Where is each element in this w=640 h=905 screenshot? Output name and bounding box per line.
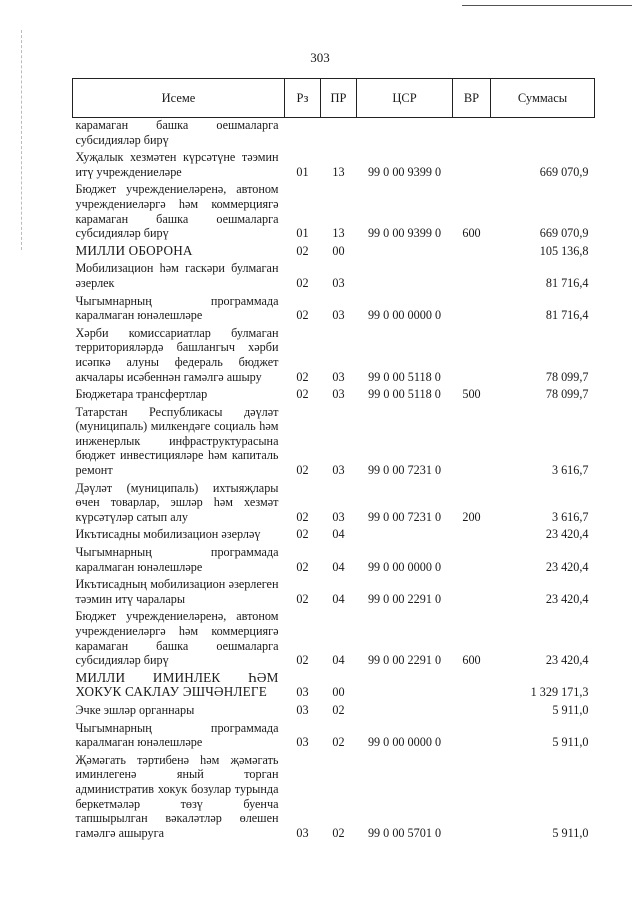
cell-sum: 78 099,7 bbox=[545, 387, 589, 402]
cell-rz bbox=[285, 118, 321, 150]
table-row bbox=[73, 181, 595, 242]
cell-csr: 99 0 00 5118 0 bbox=[368, 387, 441, 402]
cell-csr: 99 0 00 5118 0 bbox=[368, 369, 441, 384]
cell-vr: 600 bbox=[462, 653, 481, 668]
cell-rz: 02 bbox=[296, 559, 309, 574]
budget-table bbox=[72, 78, 595, 842]
cell-name: Бюджет учреждениеләренә, автоном учреждениеләргә һәм коммерциягә карамаган башка оешмаларга субсидияләр бирү bbox=[75, 609, 279, 668]
cell-csr: 99 0 00 7231 0 bbox=[367, 463, 442, 478]
cell-pr: 13 bbox=[332, 164, 345, 179]
cell-sum: 3 616,7 bbox=[551, 509, 589, 524]
cell-csr bbox=[357, 118, 453, 150]
cell-pr: 03 bbox=[332, 369, 345, 384]
cell-sum: 5 911,0 bbox=[552, 735, 589, 750]
cell-csr bbox=[357, 670, 453, 702]
cell-vr bbox=[453, 526, 491, 544]
table-row bbox=[73, 118, 595, 150]
column-header-vr: ВР bbox=[453, 79, 491, 118]
cell-name: Мобилизацион һәм гаскәри булмаган әзерлек bbox=[75, 261, 279, 290]
cell-pr: 03 bbox=[332, 509, 345, 524]
cell-pr: 04 bbox=[332, 527, 345, 542]
cell-sum: 23 420,4 bbox=[545, 527, 589, 542]
cell-vr: 600 bbox=[462, 226, 481, 241]
cell-vr bbox=[453, 752, 491, 843]
cell-vr bbox=[453, 576, 491, 608]
table-row bbox=[73, 293, 595, 325]
column-header-rz: Рз bbox=[285, 79, 321, 118]
cell-csr bbox=[357, 526, 453, 544]
cell-pr: 02 bbox=[332, 825, 345, 840]
cell-rz: 02 bbox=[296, 509, 309, 524]
cell-name: Чыгымнарның программада каралмаган юнәлешләре bbox=[75, 720, 279, 750]
cell-rz: 02 bbox=[296, 591, 309, 606]
cell-csr: 99 0 00 0000 0 bbox=[367, 308, 442, 323]
cell-sum: 23 420,4 bbox=[545, 591, 589, 606]
cell-name: Хуҗалык хезмәтен күрсәтүне тәэмин итү учреждениеләре bbox=[75, 150, 279, 179]
cell-csr: 99 0 00 2291 0 bbox=[367, 591, 442, 606]
cell-csr: 99 0 00 9399 0 bbox=[367, 226, 442, 241]
cell-pr: 03 bbox=[332, 463, 345, 478]
cell-vr bbox=[453, 293, 491, 325]
cell-name: Чыгымнарның программада каралмаган юнәлешләре bbox=[75, 545, 279, 574]
cell-rz: 02 bbox=[296, 463, 309, 478]
cell-rz: 01 bbox=[296, 164, 309, 179]
cell-name: МИЛЛИ ИМИНЛЕК ҺӘМ ХОКУК САКЛАУ ЭШЧӘНЛЕГЕ bbox=[75, 669, 279, 700]
cell-pr: 04 bbox=[332, 653, 345, 668]
cell-rz: 02 bbox=[296, 527, 309, 542]
cell-csr bbox=[357, 260, 453, 292]
cell-vr bbox=[453, 149, 491, 181]
cell-vr: 200 bbox=[462, 509, 481, 524]
cell-sum: 3 616,7 bbox=[551, 463, 589, 478]
table-row bbox=[73, 544, 595, 576]
cell-name: карамаган башка оешмаларга субсидияләр бирү bbox=[75, 118, 279, 147]
cell-pr: 04 bbox=[332, 559, 345, 574]
cell-sum: 78 099,7 bbox=[545, 369, 589, 384]
table-row bbox=[73, 720, 595, 752]
table-row bbox=[73, 243, 595, 261]
cell-sum: 669 070,9 bbox=[539, 164, 589, 179]
cell-rz: 03 bbox=[296, 825, 309, 840]
cell-name: Дәүләт (муниципаль) ихтыяҗлары өчен товарлар, эшләр һәм хезмәт күрсәтүләр сатып алу bbox=[75, 480, 279, 524]
cell-sum bbox=[491, 118, 595, 150]
column-header-pr: ПР bbox=[321, 79, 357, 118]
table-row bbox=[73, 526, 595, 544]
table-row bbox=[73, 404, 595, 480]
cell-name: Икътисадның мобилизацион әзерлеген тәэмин итү чаралары bbox=[75, 577, 279, 606]
cell-pr: 03 bbox=[332, 308, 345, 323]
cell-rz: 02 bbox=[296, 243, 309, 258]
cell-sum: 81 716,4 bbox=[545, 308, 589, 323]
cell-sum: 23 420,4 bbox=[545, 653, 589, 668]
cell-name: Бюджетара трансфертлар bbox=[75, 387, 208, 402]
cell-sum: 1 329 171,3 bbox=[530, 685, 589, 700]
cell-vr bbox=[453, 544, 491, 576]
table-row bbox=[73, 325, 595, 386]
table-row bbox=[73, 260, 595, 292]
cell-name: Җәмәгать тәртибенә һәм җәмәгать иминлегенә яный торган административ хокук бозулар турында беркетмәләр төзү буенча тапшырылган вәкаләтләр өлешен гамәлгә ашыруга bbox=[75, 752, 279, 840]
cell-csr bbox=[357, 702, 453, 720]
page-number: 303 bbox=[310, 50, 330, 65]
cell-csr: 99 0 00 0000 0 bbox=[367, 559, 442, 574]
cell-vr bbox=[453, 670, 491, 702]
table-header bbox=[73, 79, 595, 118]
cell-name: Эчке эшләр органнары bbox=[75, 702, 195, 717]
table-row bbox=[73, 608, 595, 669]
cell-vr bbox=[453, 260, 491, 292]
table-row bbox=[73, 670, 595, 702]
cell-sum: 23 420,4 bbox=[545, 559, 589, 574]
column-header-name: Исеме bbox=[73, 79, 285, 118]
cell-sum: 105 136,8 bbox=[539, 243, 589, 258]
cell-rz: 02 bbox=[296, 308, 309, 323]
cell-vr bbox=[453, 243, 491, 261]
cell-rz: 02 bbox=[296, 653, 309, 668]
table-body bbox=[73, 118, 595, 843]
table-row bbox=[73, 480, 595, 527]
cell-name: Чыгымнарның программада каралмаган юнәлешләре bbox=[75, 293, 279, 323]
cell-csr: 99 0 00 5701 0 bbox=[367, 825, 442, 840]
cell-pr: 02 bbox=[332, 735, 345, 750]
cell-pr: 00 bbox=[332, 243, 345, 258]
cell-rz: 03 bbox=[296, 685, 309, 700]
cell-vr bbox=[453, 404, 491, 480]
table-row bbox=[73, 702, 595, 720]
cell-name: Бюджет учреждениеләренә, автоном учреждениеләргә һәм коммерциягә карамаган башка оешмаларга субсидияләр бирү bbox=[75, 182, 279, 241]
cell-pr: 03 bbox=[332, 387, 345, 402]
table-row bbox=[73, 576, 595, 608]
cell-vr: 500 bbox=[462, 387, 481, 402]
cell-rz: 02 bbox=[296, 387, 309, 402]
cell-rz: 02 bbox=[296, 275, 309, 290]
cell-csr: 99 0 00 0000 0 bbox=[367, 735, 442, 750]
cell-rz: 03 bbox=[296, 702, 309, 717]
cell-sum: 5 911,0 bbox=[552, 825, 589, 840]
cell-csr bbox=[357, 243, 453, 261]
column-header-csr: ЦСР bbox=[357, 79, 453, 118]
cell-pr: 03 bbox=[332, 275, 345, 290]
cell-vr bbox=[453, 720, 491, 752]
cell-csr: 99 0 00 9399 0 bbox=[367, 164, 442, 179]
cell-sum: 81 716,4 bbox=[545, 275, 589, 290]
cell-pr: 13 bbox=[332, 226, 345, 241]
cell-name: Икътисадны мобилизацион әзерләү bbox=[75, 527, 261, 542]
table-row bbox=[73, 752, 595, 843]
cell-vr bbox=[453, 118, 491, 150]
cell-vr bbox=[453, 702, 491, 720]
cell-pr bbox=[321, 118, 357, 150]
top-rule bbox=[462, 5, 632, 6]
cell-pr: 02 bbox=[332, 702, 345, 717]
cell-sum: 5 911,0 bbox=[552, 702, 589, 717]
cell-name: МИЛЛИ ОБОРОНА bbox=[75, 242, 193, 258]
table-row bbox=[73, 386, 595, 404]
cell-pr: 00 bbox=[332, 685, 345, 700]
cell-sum: 669 070,9 bbox=[539, 226, 589, 241]
cell-csr: 99 0 00 7231 0 bbox=[367, 509, 442, 524]
cell-rz: 02 bbox=[296, 369, 309, 384]
cell-csr: 99 0 00 2291 0 bbox=[367, 653, 442, 668]
cell-name: Хәрби комиссариатлар булмаган территорияләрдә башлангыч хәрби исәпкә алуны федераль бюджет акчалары исәбеннән гамәлгә ашыру bbox=[75, 325, 279, 384]
column-header-sum: Суммасы bbox=[491, 79, 595, 118]
cell-pr: 04 bbox=[332, 591, 345, 606]
cell-rz: 01 bbox=[296, 226, 309, 241]
cell-name: Татарстан Республикасы дәүләт (муниципаль) милкендәге социаль һәм инженерлык инфраструктурасына бюджет инвестицияләре һәм капиталь ремонт bbox=[75, 404, 279, 478]
cell-rz: 03 bbox=[296, 735, 309, 750]
table-row bbox=[73, 149, 595, 181]
cell-vr bbox=[453, 325, 491, 386]
